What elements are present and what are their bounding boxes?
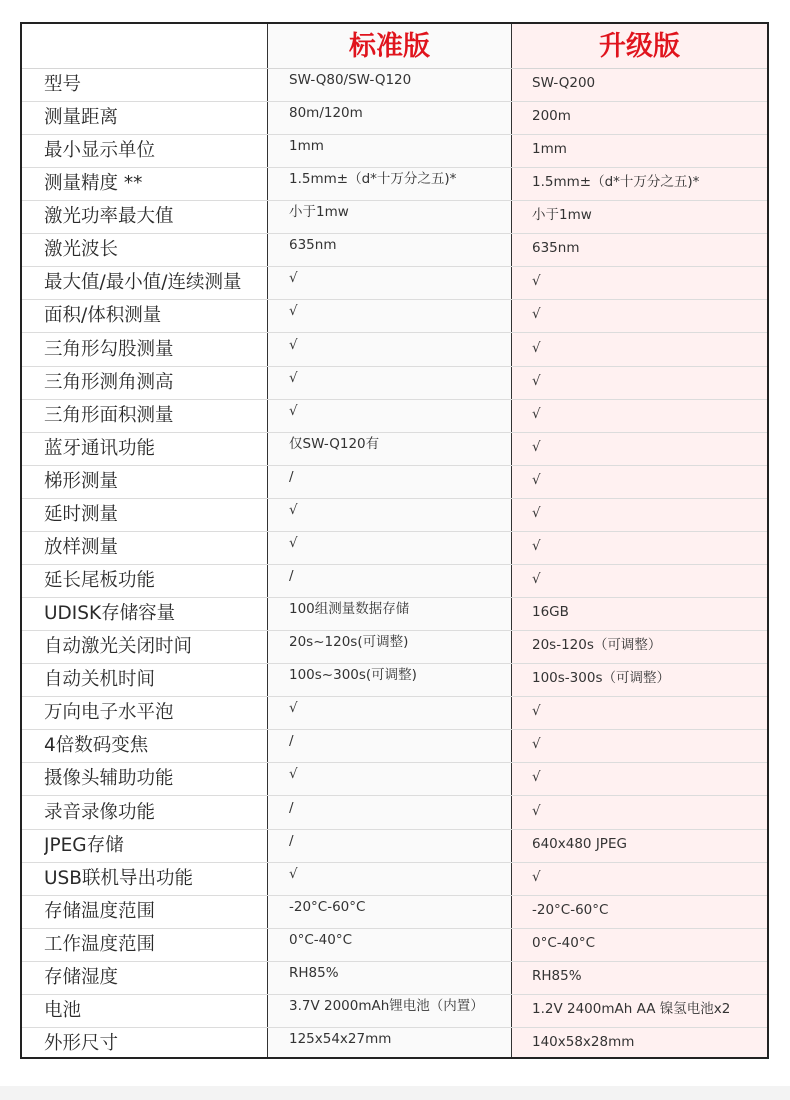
spec-label: 测量精度 ** <box>44 173 143 195</box>
spec-label: 录音录像功能 <box>44 801 156 823</box>
spec-comparison-table <box>20 22 769 1059</box>
upgrade-value: RH85% <box>532 967 582 984</box>
upgrade-value: √ <box>532 405 541 422</box>
standard-value: 仅SW-Q120有 <box>289 435 380 452</box>
standard-value: 80m/120m <box>289 105 363 122</box>
standard-value: 1.5mm±（d*十万分之五)* <box>289 171 457 188</box>
header-upgrade-version: 升级版 <box>599 31 680 62</box>
upgrade-value: √ <box>532 504 541 521</box>
spec-label: 蓝牙通讯功能 <box>44 437 156 459</box>
spec-label: 电池 <box>44 999 82 1021</box>
upgrade-value: 1.5mm±（d*十万分之五)* <box>532 174 700 191</box>
standard-value: √ <box>289 270 298 287</box>
spec-label: 放样测量 <box>44 536 119 558</box>
page-bottom-band <box>0 1086 790 1100</box>
upgrade-value: 20s-120s（可调整） <box>532 637 662 654</box>
spec-label: JPEG存储 <box>44 834 124 856</box>
spec-label: 存储湿度 <box>44 966 119 988</box>
spec-label: 型号 <box>44 74 82 95</box>
standard-value: 小于1mw <box>289 204 349 221</box>
spec-label: 三角形测角测高 <box>44 371 174 393</box>
table-header-row <box>22 24 767 69</box>
upgrade-value: √ <box>532 571 541 588</box>
upgrade-value: 100s-300s（可调整） <box>532 670 670 687</box>
upgrade-value: √ <box>532 273 541 290</box>
upgrade-value: 140x58x28mm <box>532 1034 635 1051</box>
standard-value: 1mm <box>289 138 324 155</box>
spec-label: UDISK存储容量 <box>44 603 176 625</box>
upgrade-value: √ <box>532 372 541 389</box>
spec-label: 最小显示单位 <box>44 140 156 162</box>
upgrade-value: -20°C-60°C <box>532 901 609 918</box>
standard-value: 125x54x27mm <box>289 1031 392 1048</box>
spec-label: 梯形测量 <box>44 470 119 492</box>
standard-value: / <box>289 468 294 485</box>
upgrade-value: √ <box>532 438 541 455</box>
upgrade-value: √ <box>532 703 541 720</box>
upgrade-value: √ <box>532 339 541 356</box>
spec-label: 面积/体积测量 <box>44 305 162 327</box>
standard-value: 0°C-40°C <box>289 931 352 948</box>
standard-value: √ <box>289 336 298 353</box>
spec-label: 存储温度范围 <box>44 900 156 922</box>
standard-value: √ <box>289 402 298 419</box>
standard-value: √ <box>289 700 298 717</box>
upgrade-value: 1mm <box>532 141 567 158</box>
standard-value: √ <box>289 766 298 783</box>
standard-value: / <box>289 733 294 750</box>
upgrade-value: 0°C-40°C <box>532 934 595 951</box>
spec-label: 外形尺寸 <box>44 1033 119 1055</box>
upgrade-value: 16GB <box>532 604 569 621</box>
spec-label: 万向电子水平泡 <box>44 702 174 724</box>
spec-label: 三角形面积测量 <box>44 404 174 426</box>
standard-value: √ <box>289 303 298 320</box>
spec-label: USB联机导出功能 <box>44 867 193 889</box>
spec-label: 激光波长 <box>44 239 119 261</box>
standard-value: 3.7V 2000mAh锂电池（内置） <box>289 997 484 1014</box>
upgrade-value: √ <box>532 306 541 323</box>
upgrade-value: √ <box>532 769 541 786</box>
standard-value: / <box>289 832 294 849</box>
spec-label: 最大值/最小值/连续测量 <box>44 272 242 294</box>
upgrade-value: √ <box>532 471 541 488</box>
upgrade-value: √ <box>532 736 541 753</box>
upgrade-value: √ <box>532 802 541 819</box>
spec-label: 摄像头辅助功能 <box>44 768 174 790</box>
standard-value: 100s~300s(可调整) <box>289 667 417 684</box>
standard-value: √ <box>289 501 298 518</box>
standard-value: √ <box>289 369 298 386</box>
standard-value: / <box>289 799 294 816</box>
standard-value: RH85% <box>289 964 339 981</box>
standard-value: √ <box>289 534 298 551</box>
header-standard-version: 标准版 <box>349 31 430 62</box>
spec-label: 测量距离 <box>44 107 119 129</box>
standard-value: SW-Q80/SW-Q120 <box>289 72 412 88</box>
upgrade-value: 200m <box>532 108 571 125</box>
standard-value: 20s~120s(可调整) <box>289 634 409 651</box>
spec-label: 4倍数码变焦 <box>44 735 149 757</box>
upgrade-value: √ <box>532 537 541 554</box>
upgrade-value: 640x480 JPEG <box>532 835 627 852</box>
standard-value: 100组测量数据存储 <box>289 601 410 618</box>
upgrade-value: SW-Q200 <box>532 75 596 91</box>
header-label-cell <box>22 24 267 68</box>
spec-label: 自动关机时间 <box>44 669 156 691</box>
spec-label: 自动激光关闭时间 <box>44 636 193 658</box>
upgrade-value: 635nm <box>532 240 580 257</box>
standard-value: / <box>289 568 294 585</box>
spec-label: 延长尾板功能 <box>44 570 156 592</box>
upgrade-value: 小于1mw <box>532 207 592 224</box>
spec-label: 工作温度范围 <box>44 933 156 955</box>
table-row <box>22 1027 767 1060</box>
standard-value: -20°C-60°C <box>289 898 366 915</box>
upgrade-value: 1.2V 2400mAh AA 镍氢电池x2 <box>532 1000 731 1017</box>
upgrade-value: √ <box>532 868 541 885</box>
spec-label: 激光功率最大值 <box>44 206 174 228</box>
standard-value: √ <box>289 865 298 882</box>
spec-label: 三角形勾股测量 <box>44 338 174 360</box>
standard-value: 635nm <box>289 237 337 254</box>
spec-label: 延时测量 <box>44 503 119 525</box>
